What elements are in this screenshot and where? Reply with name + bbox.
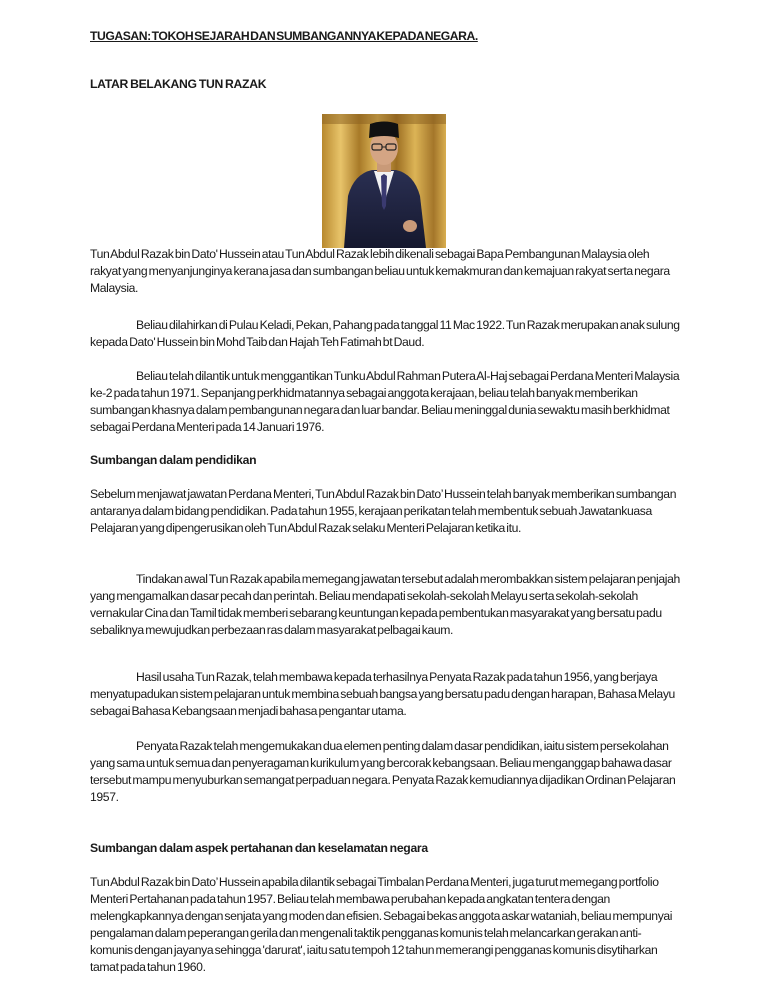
paragraph-pendidikan-3: Hasil usaha Tun Razak, telah membawa kepada terhasilnya Penyata Razak pada tahun 1956, yang berjaya menyatupadukan sistem pelajaran untuk membina sebuah bangsa yang bersatu padu dengan harapan, Bahasa Melayu sebagai Bahasa Kebangsaan menjadi bahasa pengantar utama.: [90, 670, 675, 718]
paragraph-pertahanan-1: Tun Abdul Razak bin Dato’ Hussein apabila dilantik sebagai Timbalan Perdana Menteri, juga turut memegang portfolio Menteri Pertahanan pada tahun 1957. Beliau telah membawa perubahan kepada angkatan tentera dengan melengkapkannya dengan senjata yang moden dan efisien. Sebagai bekas anggota askar wataniah, beliau mempunyai pengalaman dalam peperangan gerila dan mengenali taktik pengganas komunis telah melancarkan gerakan anti-komunis dengan jayanya sehingga 'darurat', iaitu satu tempoh 12 tahun memerangi pengganas komunis disytiharkan tamat pada tahun 1960.: [90, 875, 673, 974]
paragraph-pendidikan-2: Tindakan awal Tun Razak apabila memegang jawatan tersebut adalah merombakkan sistem pelajaran penjajah yang mengamalkan dasar pecah dan perintah. Beliau mendapati sekolah-sekolah Melayu serta sekolah-sekolah vernakular Cina dan Tamil tidak memberi sebarang keuntungan kepada pembentukan masyarakat yang bersatu padu sebaliknya mewujudkan perbezaan ras dalam masyarakat pelbagai kaum.: [90, 572, 680, 637]
section-heading-pendidikan: Sumbangan dalam pendidikan: [90, 453, 257, 467]
portrait-photo: [322, 114, 446, 248]
section-heading-latar-belakang: LATAR BELAKANG TUN RAZAK: [90, 77, 267, 91]
paragraph-intro-3: Beliau telah dilantik untuk menggantikan Tunku Abdul Rahman Putera Al-Haj sebagai Perdana Menteri Malaysia ke-2 pada tahun 1971. Sepanjang perkhidmatannya sebagai anggota kerajaan, beliau telah banyak memberikan sumbangan khasnya dalam pembangunan negara dan luar bandar. Beliau meninggal dunia sewaktu masih berkhidmat sebagai Perdana Menteri pada 14 Januari 1976.: [90, 369, 680, 434]
paragraph-pendidikan-1: Sebelum menjawat jawatan Perdana Menteri, Tun Abdul Razak bin Dato’ Hussein telah banyak memberikan sumbangan antaranya dalam bidang pendidikan. Pada tahun 1955, kerajaan perikatan telah membentuk sebuah Jawatankuasa Pelajaran yang dipengerusikan oleh Tun Abdul Razak selaku Menteri Pelajaran ketika itu.: [90, 487, 677, 535]
paragraph-pendidikan-4: Penyata Razak telah mengemukakan dua elemen penting dalam dasar pendidikan, iaitu sistem persekolahan yang sama untuk semua dan penyeragaman kurikulum yang bercorak kebangsaan. Beliau menganggap bahawa dasar tersebut mampu menyuburkan semangat perpaduan negara. Penyata Razak kemudiannya dijadikan Ordinan Pelajaran 1957.: [90, 739, 676, 804]
section-heading-pertahanan: Sumbangan dalam aspek pertahanan dan keselamatan negara: [90, 841, 428, 855]
paragraph-intro-2: Beliau dilahirkan di Pulau Keladi, Pekan, Pahang pada tanggal 11 Mac 1922. Tun Razak merupakan anak sulung kepada Dato' Hussein bin Mohd Taib dan Hajah Teh Fatimah bt Daud.: [90, 318, 680, 349]
document-title: TUGASAN: TOKOH SEJARAH DAN SUMBANGANNYA KEPADA NEGARA.: [90, 29, 478, 43]
paragraph-intro-1: Tun Abdul Razak bin Dato' Hussein atau Tun Abdul Razak lebih dikenali sebagai Bapa Pembangunan Malaysia oleh rakyat yang menyanjunginya kerana jasa dan sumbangan beliau untuk kemakmuran dan kemajuan rakyat serta negara Malaysia.: [90, 247, 670, 295]
